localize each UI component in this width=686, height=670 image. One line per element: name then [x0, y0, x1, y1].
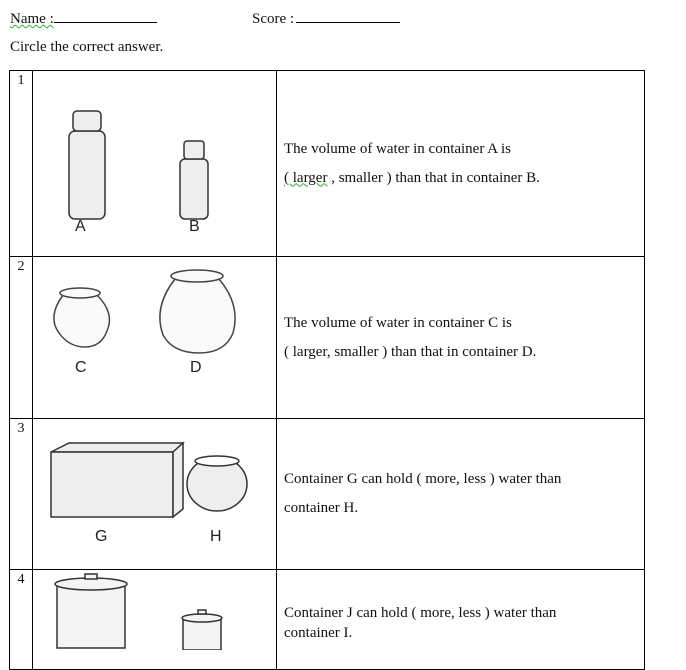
question-text	[277, 419, 645, 570]
question-table	[9, 70, 645, 670]
question-number: 4	[10, 570, 33, 670]
question-text	[277, 257, 645, 419]
score-field[interactable]	[252, 7, 400, 28]
question-row-4	[10, 570, 645, 670]
label-b: B	[189, 218, 200, 235]
label-g: G	[95, 528, 108, 545]
answer-option: ( larger	[284, 169, 328, 186]
question-row-3	[10, 419, 645, 570]
question-line-1: Container J can hold ( more, less ) water than	[284, 605, 557, 621]
label-d: D	[190, 359, 202, 376]
bottles-image	[33, 71, 277, 257]
question-line-2: container H.	[284, 500, 359, 516]
question-line-1: Container G can hold ( more, less ) water than	[284, 471, 562, 487]
question-line-2	[284, 164, 644, 193]
question-row-1	[10, 71, 645, 257]
question-line-1: The volume of water in container A is	[284, 140, 512, 157]
score-label: Score :	[252, 11, 295, 27]
question-number: 3	[10, 419, 33, 570]
name-field[interactable]	[10, 7, 157, 28]
label-c: C	[75, 359, 87, 376]
question-number: 2	[10, 257, 33, 419]
tank-and-bowl-image	[33, 419, 277, 570]
question-row-2	[10, 257, 645, 419]
cooking-pots-image	[33, 570, 277, 670]
question-line-2: ( larger, smaller ) than that in container D.	[284, 343, 537, 360]
name-label: Name :	[10, 11, 54, 27]
label-a: A	[75, 218, 86, 235]
question-text	[277, 570, 645, 670]
label-h: H	[210, 528, 222, 545]
answer-options-rest: , smaller ) than that in container B.	[327, 169, 540, 186]
question-number: 1	[10, 71, 33, 257]
question-text	[277, 71, 645, 257]
pots-image	[33, 257, 277, 419]
question-line-1: The volume of water in container C is	[284, 314, 512, 331]
question-line-2: container I.	[284, 625, 353, 641]
instruction: Circle the correct answer.	[10, 39, 164, 55]
